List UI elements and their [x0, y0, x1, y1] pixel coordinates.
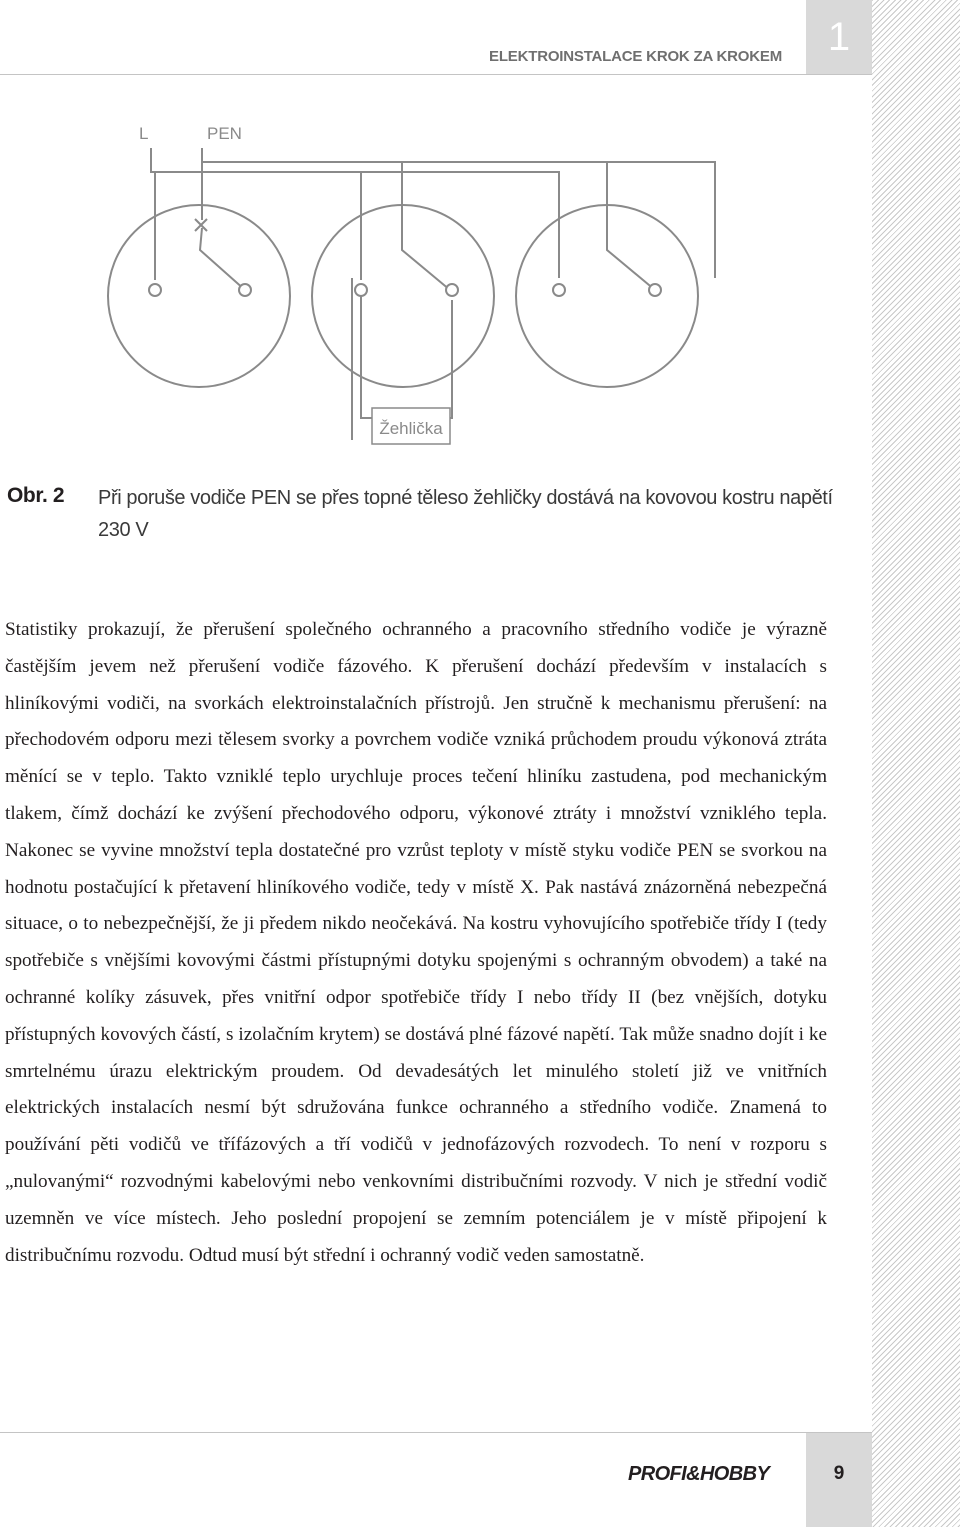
pen-link-2 — [402, 220, 450, 290]
wiring-diagram — [0, 110, 872, 460]
terminal-3-right — [649, 284, 661, 296]
page-edge-hatching — [872, 0, 960, 1527]
terminal-1-left — [149, 284, 161, 296]
pen-link-3 — [607, 220, 655, 290]
terminal-2-left — [355, 284, 367, 296]
page-number: 9 — [833, 1463, 845, 1484]
label-l: L — [139, 124, 149, 143]
l-conductor — [151, 148, 559, 278]
pen-conductor — [202, 148, 715, 278]
footer-rule — [0, 1432, 872, 1433]
socket-1-outline — [108, 205, 290, 387]
body-paragraph: Statistiky prokazují, že přerušení společného ochranného a pracovního středního vodiče je výrazně častějším jevem než přerušení vodiče fázového. K přerušení dochází především v instalacích s hliníkovými vodiči, na svorkách elektroinstalačních přístrojů. Jen stručně k mechanismu přerušení: na přechodovém odporu mezi tělesem svorky a povrchem vodiče vzniká průchodem proudu výkonová ztráta měnící se v teplo. Takto vzniklé teplo urychluje proces tečení hliníku zastudena, pod mechanickým tlakem, čímž dochází ke zvýšení přechodového odporu, výkonové ztráty i množství vzniklého tepla. Nakonec se vyvine množství tepla dostatečné pro vzrůst teploty v místě styku vodiče PEN se svorkou na hodnotu postačující k přetavení hliníkového vodiče, tedy v místě X. Pak nastává znázorněná nebezpečná situace, o to nebezpečnější, že ji předem nikdo neočekává. Na kostru vyhovujícího spotřebiče třídy I (tedy spotřebiče s vnějšími kovovými částmi přístupnými dotyku spojenými s ochranným obvodem) a také na ochranné kolíky zásuvek, přes vnitřní odpor spotřebiče třídy I nebo třídy II (bez vnějších, dotyku přístupných kovových částí, s izolačním krytem) se dostává plné fázové napětí. Tak může snadno dojít i ke smrtelnému úrazu elektrickým proudem. Od devadesátých let minulého století již ve vnitřních elektrických instalacích nesmí být sdružována funkce ochranného a středního vodiče. Znamená to používání pěti vodičů ve třífázových a tří vodičů v jednofázových rozvodech. To není v rozporu s „nulovanými“ rozvodnými kabelovými nebo venkovními distribučními rozvody. V nich je střední vodič uzemněn ve více místech. Jeho poslední propojení se zemním potenciálem je v místě připojení k distribučnímu rozvodu. Odtud musí být střední i ochranný vodič veden samostatně. — [5, 619, 827, 1266]
terminal-3-left — [553, 284, 565, 296]
running-title: ELEKTROINSTALACE KROK ZA KROKEM — [489, 48, 782, 65]
label-pen: PEN — [207, 124, 242, 143]
iron-lead — [361, 288, 452, 418]
terminal-2-right — [446, 284, 458, 296]
chapter-number: 1 — [806, 0, 872, 75]
terminal-1-right — [239, 284, 251, 296]
header-rule — [0, 74, 872, 75]
figure-caption-label: Obr. 2 — [7, 484, 65, 507]
iron-label: Žehlička — [379, 419, 443, 438]
publisher-logo: PROFI&HOBBY — [628, 1463, 770, 1485]
pen-link-1 — [200, 228, 245, 290]
figure-caption-text: Při poruše vodiče PEN se přes topné těleso žehličky dostává na kovovou kostru napětí 230 V — [98, 487, 833, 541]
